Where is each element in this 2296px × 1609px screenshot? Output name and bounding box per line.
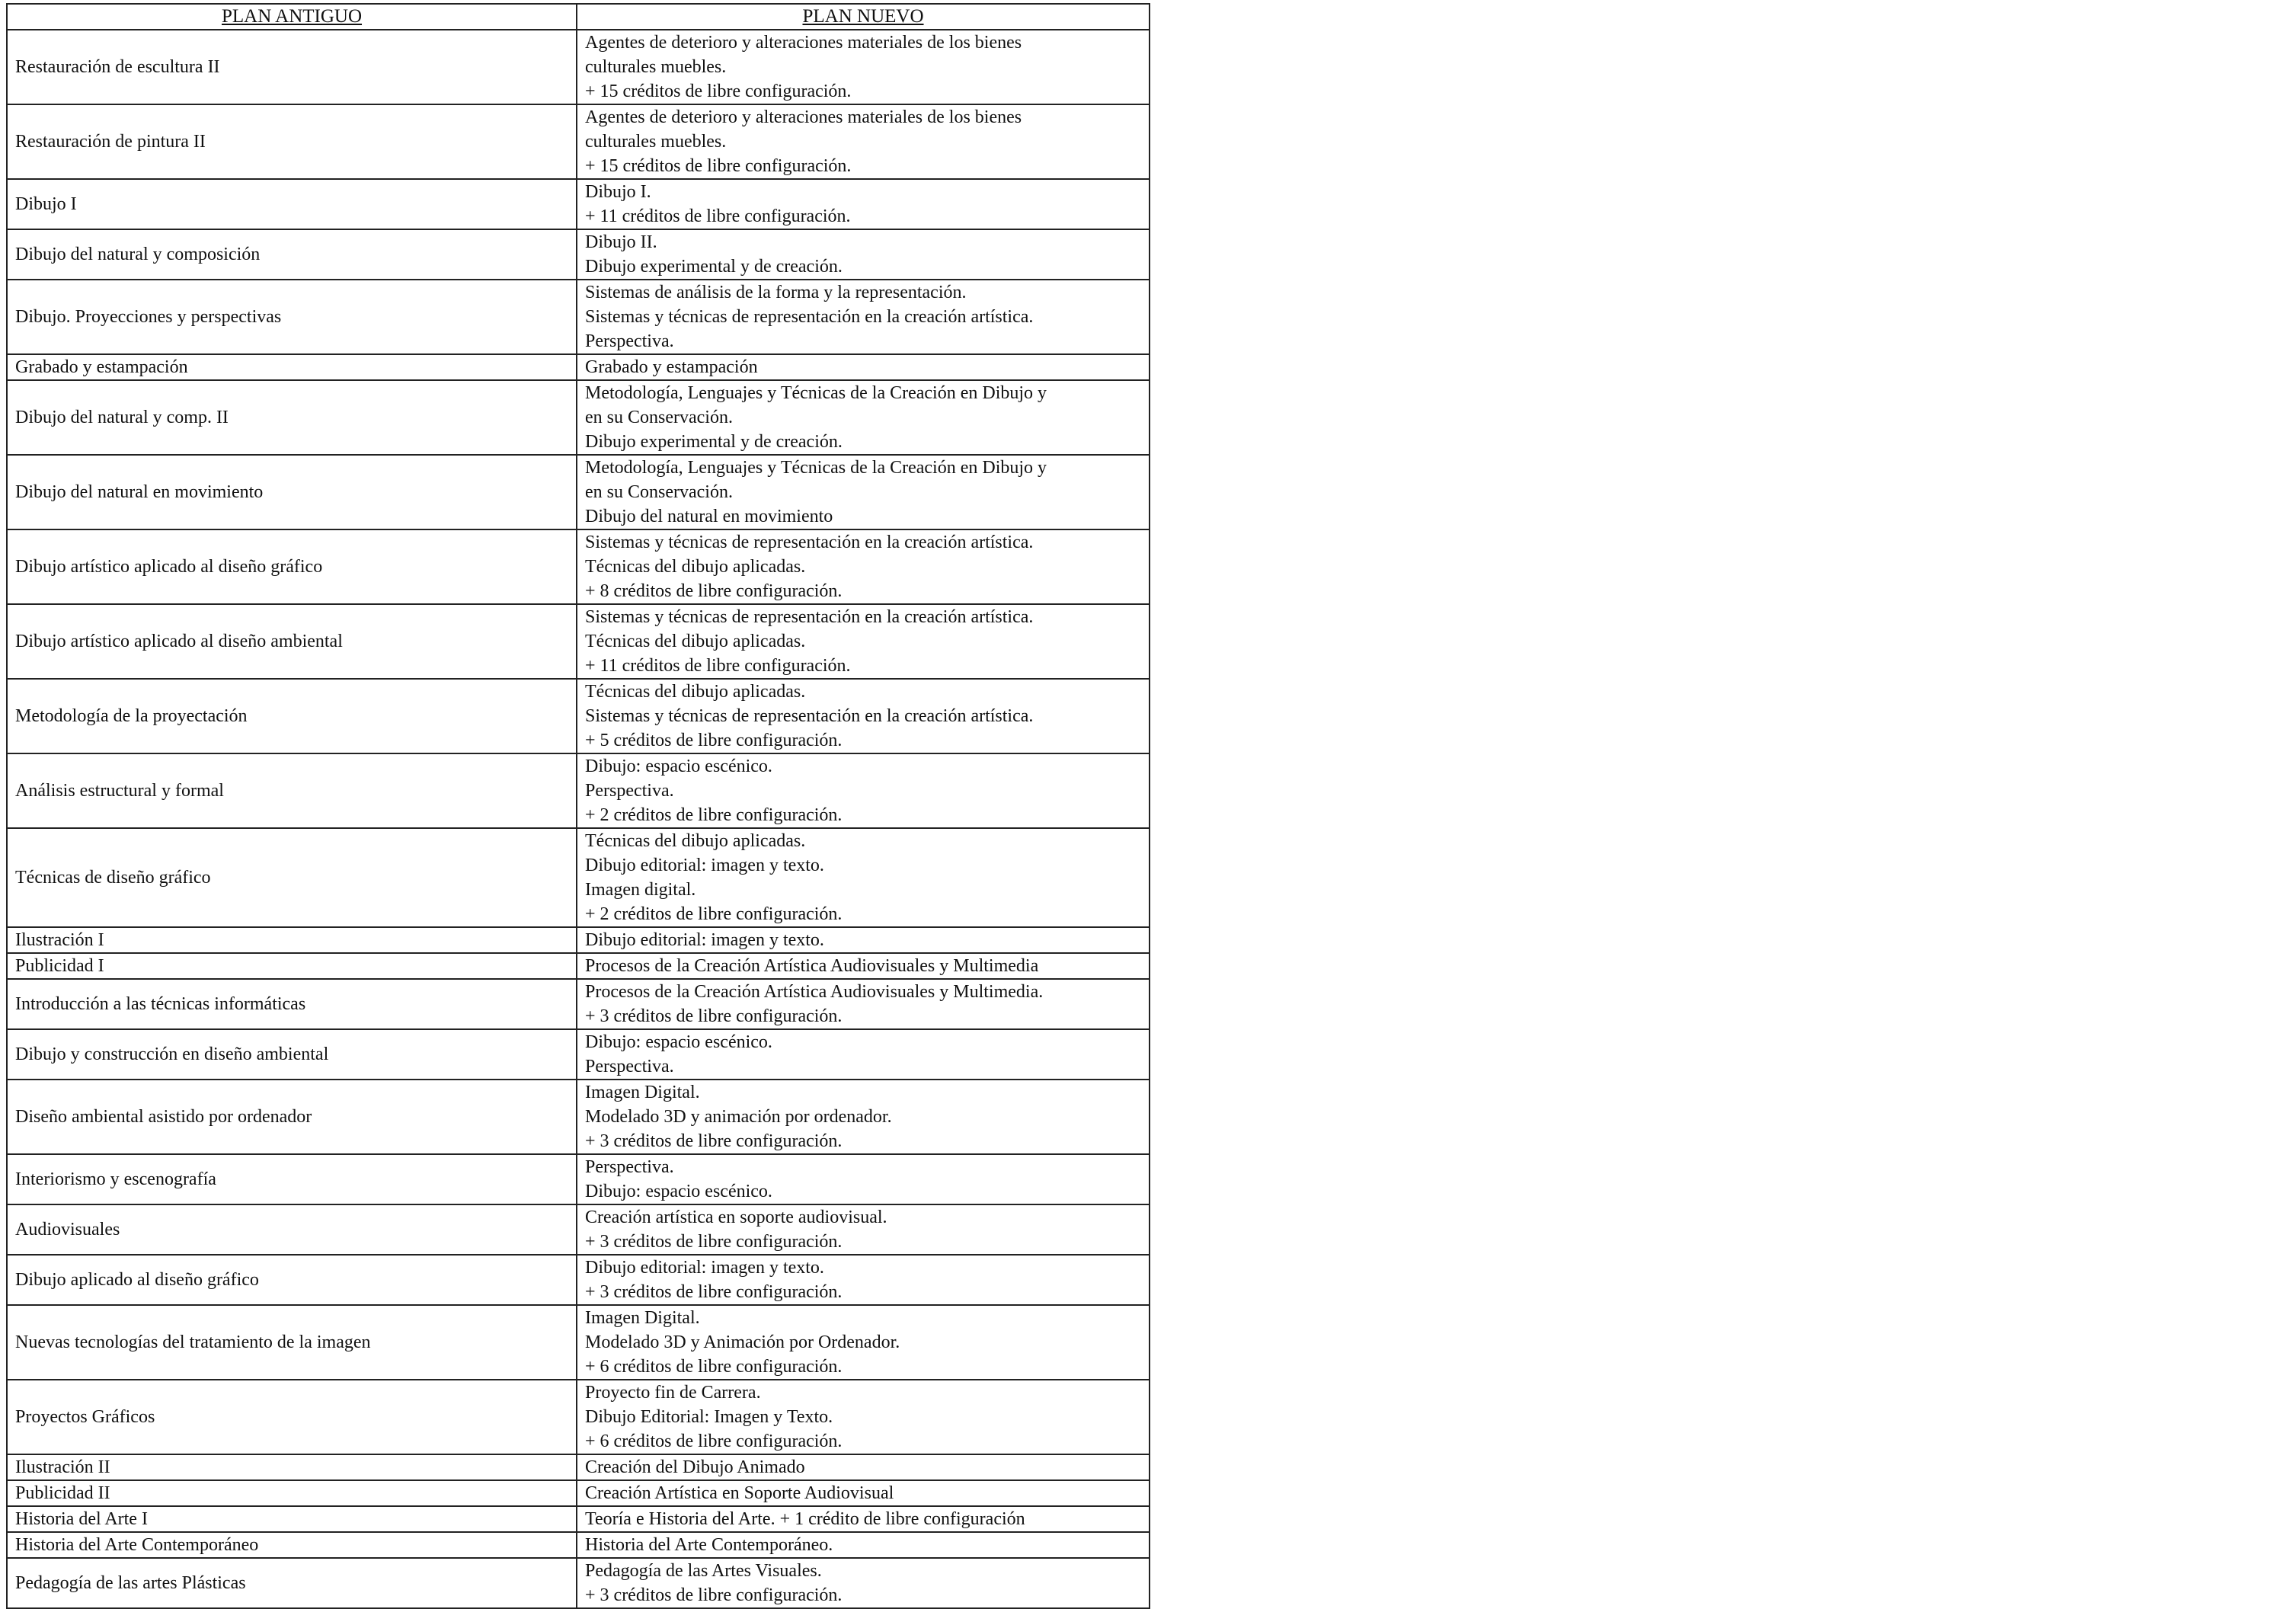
new-plan-subjects <box>577 455 1150 529</box>
table-row <box>7 455 1150 529</box>
old-plan-subject: Nuevas tecnologías del tratamiento de la imagen <box>7 1305 577 1380</box>
table-row <box>7 753 1150 828</box>
new-plan-line: Dibujo: espacio escénico. <box>585 1032 772 1052</box>
old-plan-subject: Dibujo y construcción en diseño ambiental <box>7 1029 577 1080</box>
new-plan-line: Dibujo I. <box>585 182 651 202</box>
old-plan-subject: Dibujo del natural y comp. II <box>7 380 577 455</box>
table-row <box>7 1480 1150 1506</box>
table-row <box>7 1204 1150 1255</box>
new-plan-line: Agentes de deterioro y alteraciones materiales de los bienes <box>585 33 1022 53</box>
new-plan-line: Dibujo editorial: imagen y texto. <box>585 1258 824 1278</box>
header-plan-antiguo: PLAN ANTIGUO <box>7 4 577 30</box>
old-plan-subject: Diseño ambiental asistido por ordenador <box>7 1080 577 1154</box>
new-plan-subjects <box>577 30 1150 104</box>
new-plan-subjects <box>577 104 1150 179</box>
new-plan-subjects <box>577 380 1150 455</box>
new-plan-line: Técnicas del dibujo aplicadas. <box>585 682 806 702</box>
table-row <box>7 828 1150 927</box>
table-row <box>7 1506 1150 1532</box>
table-row <box>7 229 1150 280</box>
new-plan-subjects <box>577 979 1150 1029</box>
new-plan-line: Dibujo experimental y de creación. <box>585 432 843 452</box>
new-plan-line: + 3 créditos de libre configuración. <box>585 1282 843 1302</box>
table-row <box>7 30 1150 104</box>
new-plan-subjects <box>577 1154 1150 1204</box>
new-plan-subjects <box>577 1255 1150 1305</box>
table-row <box>7 679 1150 753</box>
new-plan-line: Modelado 3D y Animación por Ordenador. <box>585 1332 900 1352</box>
new-plan-subjects <box>577 1558 1150 1608</box>
new-plan-line: + 15 créditos de libre configuración. <box>585 82 852 101</box>
table-row <box>7 354 1150 380</box>
new-plan-line: + 3 créditos de libre configuración. <box>585 1232 843 1252</box>
old-plan-subject: Historia del Arte Contemporáneo <box>7 1532 577 1558</box>
new-plan-line: Proyecto fin de Carrera. <box>585 1383 761 1403</box>
new-plan-line: Historia del Arte Contemporáneo. <box>585 1535 833 1555</box>
new-plan-subjects <box>577 1532 1150 1558</box>
old-plan-subject: Ilustración I <box>7 927 577 953</box>
new-plan-line: en su Conservación. <box>585 408 733 427</box>
new-plan-line: + 5 créditos de libre configuración. <box>585 731 843 750</box>
new-plan-line: Dibujo Editorial: Imagen y Texto. <box>585 1407 833 1427</box>
new-plan-subjects <box>577 604 1150 679</box>
table-row <box>7 1255 1150 1305</box>
new-plan-line: + 3 créditos de libre configuración. <box>585 1006 843 1026</box>
new-plan-subjects <box>577 753 1150 828</box>
new-plan-line: Agentes de deterioro y alteraciones materiales de los bienes <box>585 107 1022 127</box>
old-plan-subject: Historia del Arte I <box>7 1506 577 1532</box>
table-row <box>7 1380 1150 1454</box>
table-row <box>7 1080 1150 1154</box>
table-row <box>7 179 1150 229</box>
new-plan-line: Sistemas y técnicas de representación en la creación artística. <box>585 307 1034 327</box>
table-row <box>7 380 1150 455</box>
new-plan-subjects <box>577 953 1150 979</box>
new-plan-line: Pedagogía de las Artes Visuales. <box>585 1561 822 1581</box>
new-plan-line: Metodología, Lenguajes y Técnicas de la Creación en Dibujo y <box>585 458 1047 478</box>
new-plan-subjects <box>577 1204 1150 1255</box>
old-plan-subject: Dibujo. Proyecciones y perspectivas <box>7 280 577 354</box>
table-row <box>7 1558 1150 1608</box>
new-plan-line: Perspectiva. <box>585 781 674 801</box>
new-plan-line: + 6 créditos de libre configuración. <box>585 1431 843 1451</box>
new-plan-line: Sistemas y técnicas de representación en la creación artística. <box>585 607 1034 627</box>
table-row <box>7 1532 1150 1558</box>
new-plan-line: Procesos de la Creación Artística Audiovisuales y Multimedia. <box>585 982 1044 1002</box>
new-plan-line: Dibujo II. <box>585 232 657 252</box>
table-row <box>7 280 1150 354</box>
header-row <box>7 4 1150 30</box>
new-plan-subjects <box>577 1029 1150 1080</box>
new-plan-line: + 11 créditos de libre configuración. <box>585 656 851 676</box>
table-row <box>7 604 1150 679</box>
old-plan-subject: Restauración de escultura II <box>7 30 577 104</box>
table-row <box>7 1305 1150 1380</box>
new-plan-line: + 2 créditos de libre configuración. <box>585 904 843 924</box>
new-plan-line: Dibujo editorial: imagen y texto. <box>585 856 824 875</box>
new-plan-line: Sistemas y técnicas de representación en la creación artística. <box>585 533 1034 552</box>
new-plan-line: Dibujo editorial: imagen y texto. <box>585 930 824 950</box>
new-plan-subjects <box>577 1506 1150 1532</box>
new-plan-line: Procesos de la Creación Artística Audiovisuales y Multimedia <box>585 956 1039 976</box>
new-plan-line: Imagen Digital. <box>585 1083 700 1102</box>
old-plan-subject: Dibujo aplicado al diseño gráfico <box>7 1255 577 1305</box>
old-plan-subject: Dibujo del natural en movimiento <box>7 455 577 529</box>
old-plan-subject: Proyectos Gráficos <box>7 1380 577 1454</box>
table-body <box>7 30 1150 1608</box>
new-plan-line: Perspectiva. <box>585 1057 674 1076</box>
table-row <box>7 953 1150 979</box>
new-plan-line: + 3 créditos de libre configuración. <box>585 1585 843 1605</box>
new-plan-subjects <box>577 1080 1150 1154</box>
new-plan-line: + 2 créditos de libre configuración. <box>585 805 843 825</box>
table-row <box>7 1029 1150 1080</box>
new-plan-subjects <box>577 179 1150 229</box>
new-plan-line: Dibujo experimental y de creación. <box>585 257 843 277</box>
table-row <box>7 1154 1150 1204</box>
new-plan-line: + 11 créditos de libre configuración. <box>585 206 851 226</box>
new-plan-line: Sistemas y técnicas de representación en la creación artística. <box>585 706 1034 726</box>
new-plan-line: Perspectiva. <box>585 1157 674 1177</box>
old-plan-subject: Dibujo del natural y composición <box>7 229 577 280</box>
old-plan-subject: Publicidad II <box>7 1480 577 1506</box>
new-plan-line: Dibujo: espacio escénico. <box>585 757 772 776</box>
new-plan-line: Perspectiva. <box>585 331 674 351</box>
new-plan-line: en su Conservación. <box>585 482 733 502</box>
new-plan-subjects <box>577 354 1150 380</box>
new-plan-line: Teoría e Historia del Arte. + 1 crédito de libre configuración <box>585 1509 1025 1529</box>
old-plan-subject: Pedagogía de las artes Plásticas <box>7 1558 577 1608</box>
new-plan-line: Imagen Digital. <box>585 1308 700 1328</box>
new-plan-subjects <box>577 679 1150 753</box>
table-row <box>7 529 1150 604</box>
new-plan-subjects <box>577 529 1150 604</box>
new-plan-line: Modelado 3D y animación por ordenador. <box>585 1107 892 1127</box>
old-plan-subject: Dibujo artístico aplicado al diseño gráfico <box>7 529 577 604</box>
new-plan-subjects <box>577 280 1150 354</box>
new-plan-subjects <box>577 1380 1150 1454</box>
old-plan-subject: Publicidad I <box>7 953 577 979</box>
old-plan-subject: Dibujo I <box>7 179 577 229</box>
table-row <box>7 927 1150 953</box>
new-plan-line: Dibujo del natural en movimiento <box>585 507 833 526</box>
table-row <box>7 979 1150 1029</box>
old-plan-subject: Audiovisuales <box>7 1204 577 1255</box>
new-plan-line: Técnicas del dibujo aplicadas. <box>585 831 806 851</box>
new-plan-subjects <box>577 927 1150 953</box>
header-plan-nuevo: PLAN NUEVO <box>577 4 1150 30</box>
new-plan-line: Grabado y estampación <box>585 357 758 377</box>
old-plan-subject: Introducción a las técnicas informáticas <box>7 979 577 1029</box>
new-plan-subjects <box>577 828 1150 927</box>
table-row <box>7 1454 1150 1480</box>
new-plan-line: + 8 créditos de libre configuración. <box>585 581 843 601</box>
old-plan-subject: Interiorismo y escenografía <box>7 1154 577 1204</box>
new-plan-line: culturales muebles. <box>585 57 727 77</box>
new-plan-subjects <box>577 229 1150 280</box>
new-plan-line: Dibujo: espacio escénico. <box>585 1182 772 1201</box>
new-plan-line: Creación del Dibujo Animado <box>585 1457 805 1477</box>
new-plan-line: + 15 créditos de libre configuración. <box>585 156 852 176</box>
old-plan-subject: Técnicas de diseño gráfico <box>7 828 577 927</box>
new-plan-line: + 6 créditos de libre configuración. <box>585 1357 843 1377</box>
old-plan-subject: Restauración de pintura II <box>7 104 577 179</box>
new-plan-line: Imagen digital. <box>585 880 696 900</box>
equivalence-table <box>6 3 1150 1609</box>
new-plan-line: Técnicas del dibujo aplicadas. <box>585 557 806 577</box>
old-plan-subject: Dibujo artístico aplicado al diseño ambiental <box>7 604 577 679</box>
new-plan-line: Metodología, Lenguajes y Técnicas de la Creación en Dibujo y <box>585 383 1047 403</box>
new-plan-subjects <box>577 1480 1150 1506</box>
new-plan-line: + 3 créditos de libre configuración. <box>585 1131 843 1151</box>
new-plan-line: Creación Artística en Soporte Audiovisual <box>585 1483 894 1503</box>
new-plan-subjects <box>577 1305 1150 1380</box>
old-plan-subject: Metodología de la proyectación <box>7 679 577 753</box>
new-plan-subjects <box>577 1454 1150 1480</box>
old-plan-subject: Grabado y estampación <box>7 354 577 380</box>
new-plan-line: Sistemas de análisis de la forma y la representación. <box>585 283 967 302</box>
new-plan-line: Creación artística en soporte audiovisual. <box>585 1208 887 1227</box>
new-plan-line: Técnicas del dibujo aplicadas. <box>585 632 806 651</box>
table-row <box>7 104 1150 179</box>
old-plan-subject: Análisis estructural y formal <box>7 753 577 828</box>
old-plan-subject: Ilustración II <box>7 1454 577 1480</box>
new-plan-line: culturales muebles. <box>585 132 727 152</box>
